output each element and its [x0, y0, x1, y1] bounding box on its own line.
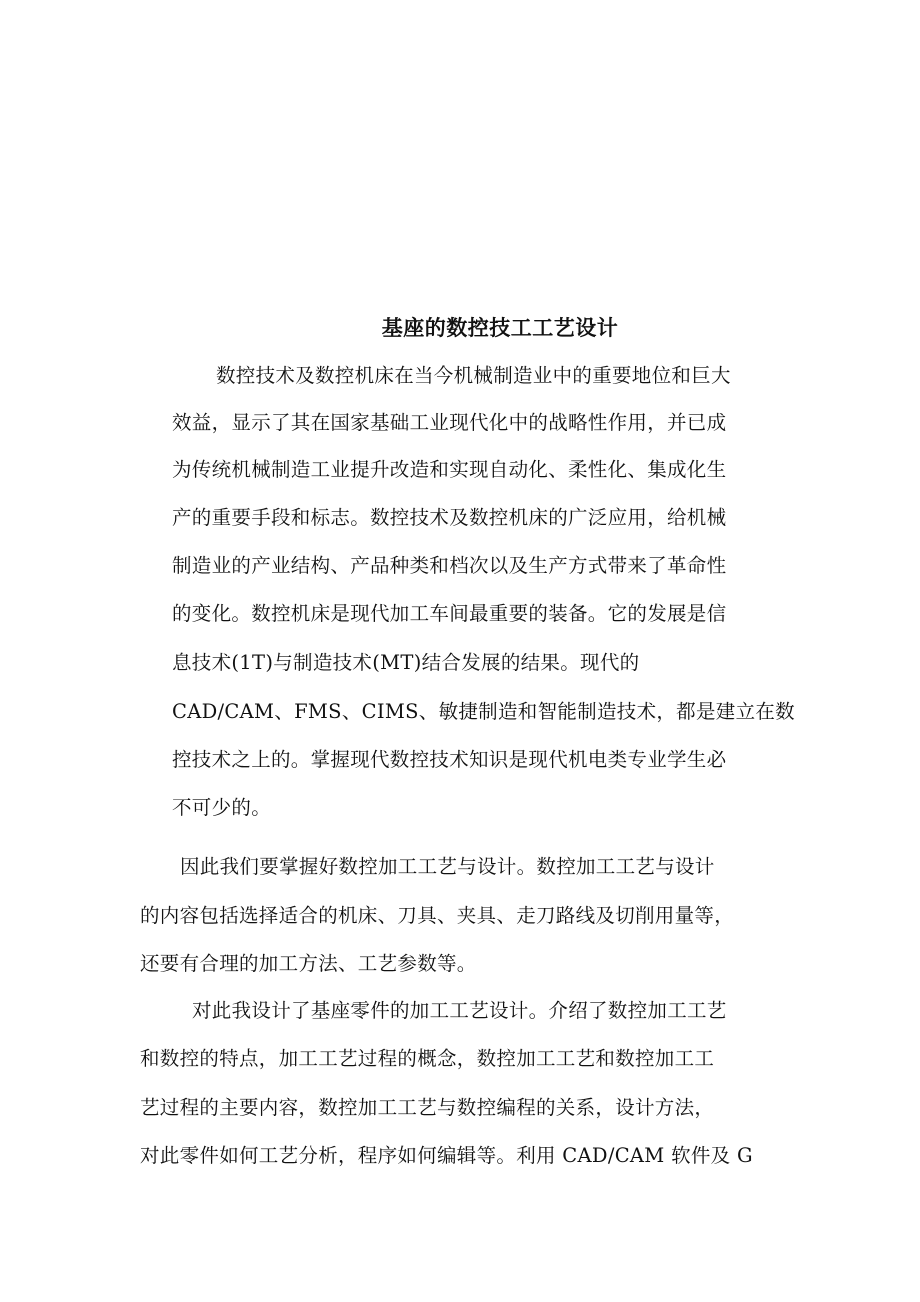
paragraph-line: 对此我设计了基座零件的加工工艺设计。介绍了数控加工工艺 [192, 999, 727, 1022]
paragraph-line: 数控技术及数控机床在当今机械制造业中的重要地位和巨大 [216, 364, 731, 387]
document-title: 基座的数控技工工艺设计 [381, 316, 619, 340]
paragraph-line: 因此我们要掌握好数控加工工艺与设计。数控加工工艺与设计 [180, 855, 715, 878]
paragraph-line: 产的重要手段和标志。数控技术及数控机床的广泛应用，给机械 [172, 506, 727, 529]
paragraph-line: 还要有合理的加工方法、工艺参数等。 [140, 952, 477, 975]
paragraph-line: 为传统机械制造工业提升改造和实现自动化、柔性化、集成化生 [172, 458, 727, 481]
paragraph-line: CAD/CAM、FMS、CIMS、敏捷制造和智能制造技术，都是建立在数 [172, 700, 795, 723]
paragraph-line: 制造业的产业结构、产品种类和档次以及生产方式带来了革命性 [172, 554, 727, 577]
paragraph-line: 和数控的特点，加工工艺过程的概念，数控加工工艺和数控加工工 [140, 1047, 715, 1070]
paragraph-line: 的变化。数控机床是现代加工车间最重要的装备。它的发展是信 [172, 602, 727, 625]
paragraph-line: 不可少的。 [172, 796, 272, 819]
paragraph-line: 对此零件如何工艺分析，程序如何编辑等。利用 CAD/CAM 软件及 G [140, 1144, 753, 1167]
paragraph-line: 艺过程的主要内容，数控加工工艺与数控编程的关系，设计方法， [140, 1096, 715, 1119]
paragraph-line: 的内容包括选择适合的机床、刀具、夹具、走刀路线及切削用量等， [140, 904, 735, 927]
paragraph-line: 效益，显示了其在国家基础工业现代化中的战略性作用，并已成 [172, 411, 727, 434]
paragraph-line: 息技术(1T)与制造技术(MT)结合发展的结果。现代的 [172, 651, 640, 674]
paragraph-line: 控技术之上的。掌握现代数控技术知识是现代机电类专业学生必 [172, 748, 727, 771]
